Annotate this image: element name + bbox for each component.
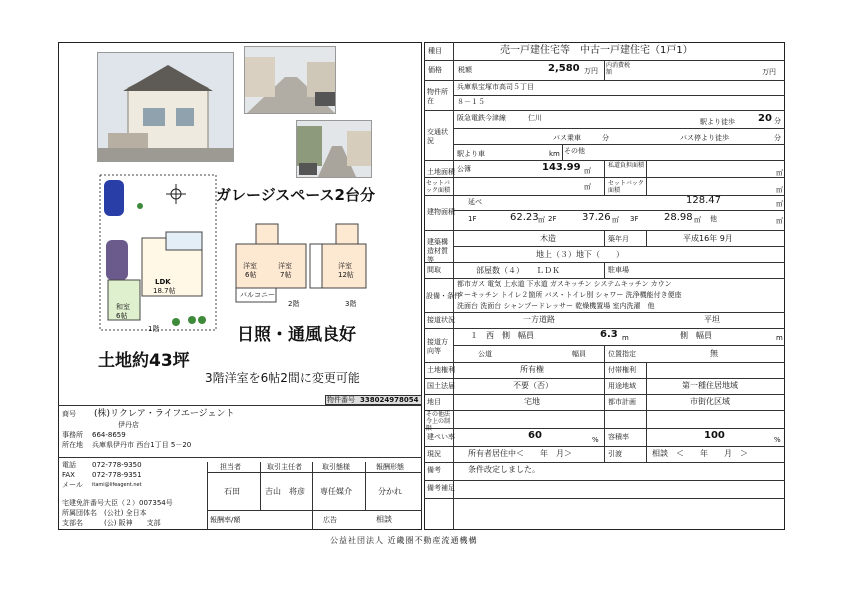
layout-value: 部屋数（４） ＬＤＫ (476, 266, 560, 275)
position-value: 無 (710, 349, 718, 358)
staff-value-4: 分かれ (378, 487, 402, 496)
transport-label: 交通状況 (427, 128, 448, 145)
land-area: 143.99 (542, 162, 581, 173)
tax-unit: 万円 (762, 68, 776, 76)
other-floor-label: 他 (710, 215, 717, 223)
bus-min-unit: 分 (602, 134, 609, 142)
headline-sun: 日照・通風良好 (237, 325, 356, 345)
license-label: 事務所 (62, 431, 83, 439)
road-dir2-unit: m (776, 334, 783, 342)
washitsu-size: 6帖 (116, 312, 128, 320)
private-road-label: 私道負担面積 (608, 162, 645, 169)
address-label: 所在地 (62, 441, 83, 449)
org-label: 所属団体名 (62, 509, 97, 517)
balcony-label: バルコニー (240, 291, 275, 299)
staff-header-4: 報酬形態 (376, 463, 404, 471)
f3-unit: ㎡ (694, 216, 701, 224)
f2-label: 2F (548, 215, 557, 223)
remarks-label: 備考 (427, 466, 441, 474)
fax-label: FAX (62, 471, 75, 479)
company-label: 商号 (62, 410, 76, 418)
location-line2: ８－１５ (457, 98, 485, 106)
footer-org: 公益社団法人 近畿圏不動産流通機構 (330, 536, 478, 545)
room2b-label: 洋室 (278, 262, 292, 270)
ldk-label: LDK (155, 278, 171, 286)
street-image-1 (245, 47, 336, 114)
private-road-unit: ㎡ (776, 169, 783, 177)
lease-label: 付帯権利 (608, 366, 636, 374)
equip-line3: 洗面台 洗面台 シャンプードレッサー 乾燥機置場 室内洗濯 他 (457, 302, 655, 310)
structure-label: 建築構造材質等 (427, 238, 448, 264)
walk-label: 駅より徒歩 (700, 118, 735, 126)
station-dist-label: 駅より車 (457, 150, 485, 158)
room2a-label: 洋室 (243, 262, 257, 270)
equip-line2: ターキッチン トイレ２箇所 バス・トイレ別 シャワー 洗浄機能付き便座 (457, 291, 682, 299)
staff-value-3: 専任媒介 (320, 487, 352, 496)
far-unit: % (774, 436, 781, 444)
public-road: 公道 (478, 350, 492, 358)
f1-label: 1F (468, 215, 477, 223)
status-label: 現況 (427, 450, 441, 458)
road-dir-label: 接道方向等 (427, 338, 448, 355)
station-name: 仁川 (528, 114, 542, 122)
price-note: 税額 (458, 66, 472, 74)
equip-label: 設備・条件 (426, 292, 461, 300)
land-area-label: 土地面積 (427, 168, 455, 176)
other-floor-unit: ㎡ (776, 217, 783, 225)
national-value: 不要（否） (513, 381, 553, 390)
staff-header-2: 取引主任者 (267, 463, 302, 471)
staff-value-2: 吉山 将彦 (265, 487, 305, 496)
bcr-unit: % (592, 436, 599, 444)
headline-reform: 3階洋室を6帖2間に変更可能 (205, 371, 360, 385)
bcr-value: 60 (528, 430, 542, 441)
handover-value: 相談 ＜ 年 月 ＞ (652, 449, 748, 458)
setback-unit: ㎡ (584, 183, 591, 191)
width-label: 幅員 (572, 350, 586, 358)
fee-label: 報酬率/額 (210, 516, 241, 524)
structure-value: 木造 (540, 234, 556, 243)
org-value: (公社) 全日本 (104, 509, 147, 517)
city-plan-label: 都市計画 (608, 398, 636, 406)
road-width-unit: m (622, 334, 629, 342)
street-photo-1 (244, 46, 336, 114)
land-area-unit: ㎡ (584, 167, 591, 175)
broker-license-label: 宅建免許番号 (62, 499, 104, 507)
tax-label: 内消費税額 (606, 62, 631, 76)
ad-label: 広告 (323, 516, 337, 524)
room3-size: 12帖 (338, 271, 354, 279)
far-label: 容積率 (608, 433, 629, 441)
road-flat: 平坦 (704, 315, 720, 324)
room2a-size: 6帖 (245, 271, 257, 279)
other-label: その他 (564, 147, 585, 155)
staff-header-3: 取引態様 (322, 463, 350, 471)
bus-stop-label: バス停より徒歩 (680, 134, 729, 142)
restrict-label: その他法令上の制限 (426, 411, 451, 432)
branch-org-label: 支部名 (62, 519, 83, 527)
city-plan-value: 市街化区域 (690, 397, 730, 406)
ad-value: 相談 (376, 515, 392, 524)
staff-value-1: 石田 (224, 487, 240, 496)
compass-icon (166, 184, 186, 204)
room2b-size: 7帖 (280, 271, 292, 279)
floors-value: 地上（３）地下（ ） (536, 250, 624, 259)
remarks-value: 条件改定しました。 (468, 465, 540, 474)
house-exterior-image (98, 53, 234, 162)
zoning-label: 用途地域 (608, 382, 636, 390)
floor2-label: 2階 (288, 300, 300, 308)
station-dist-unit: km (549, 150, 560, 158)
road-width: 6.3 (600, 329, 618, 340)
bldg-total-label: 延べ (468, 198, 482, 206)
setback-area-label: セットバック面積 (608, 180, 644, 194)
road-label: 接道状況 (427, 316, 455, 324)
f1-unit: ㎡ (538, 216, 545, 224)
bcr-label: 建ぺい率 (427, 433, 455, 441)
f1-value: 62.23 (510, 212, 539, 223)
far-value: 100 (704, 430, 725, 441)
road-dir2: 側 幅員 (680, 331, 712, 340)
company-address: 兵庫県伊丹市 西台1丁目 5－20 (92, 441, 192, 449)
land-type-label: 地目 (427, 398, 441, 406)
zoning-value: 第一種住居地域 (682, 381, 738, 390)
branch-name: 伊丹店 (118, 421, 139, 429)
bldg-area-label: 建物面積 (427, 208, 455, 216)
f3-label: 3F (630, 215, 639, 223)
built-value: 平成16年 9月 (683, 234, 733, 243)
walk-min: 20 (758, 113, 772, 124)
branch-org-value: (公) 阪神 支部 (104, 519, 161, 527)
national-label: 国土法届 (427, 382, 455, 390)
type-label: 種目 (428, 47, 442, 55)
line-name: 阪急電鉄今津線 (457, 114, 506, 122)
headline-land: 土地約43坪 (98, 351, 190, 371)
type-value: 売一戸建住宅等 中古一戸建住宅（1戸1） (500, 45, 693, 56)
price-value: 2,580 (548, 63, 580, 74)
washitsu-label: 和室 (116, 303, 130, 311)
road-value: 一方道路 (523, 315, 555, 324)
location-label: 物件所在 (427, 88, 448, 105)
f2-value: 37.26 (582, 212, 611, 223)
layout-label: 間取 (427, 266, 441, 274)
company-name: (株)リクレア・ライフエージェント (94, 409, 235, 419)
status-value: 所有者居住中＜ 年 月＞ (468, 449, 572, 458)
position-label: 位置指定 (608, 350, 636, 358)
house-exterior-photo (97, 52, 234, 162)
ldk-size: 18.7帖 (153, 287, 176, 295)
built-label: 築年月 (608, 235, 629, 243)
price-unit: 万円 (584, 67, 598, 75)
headline-garage: ガレージスペース2台分 (216, 186, 375, 204)
location-line1: 兵庫県宝塚市高司５丁目 (457, 83, 534, 91)
bldg-total-unit: ㎡ (776, 200, 783, 208)
bus-label: バス乗車 (553, 134, 581, 142)
tel-label: 電話 (62, 461, 76, 469)
setback-label: セットバック面積 (426, 180, 451, 194)
room3-label: 洋室 (338, 262, 352, 270)
car-icon-2 (106, 240, 128, 280)
handover-label: 引渡 (608, 450, 622, 458)
postcode: 664-8659 (92, 431, 126, 439)
mail-label: メール (62, 481, 83, 489)
setback-area-unit: ㎡ (776, 186, 783, 194)
tel-value: 072-778-9350 (92, 461, 142, 469)
f2-unit: ㎡ (612, 216, 619, 224)
floor3-label: 3階 (345, 300, 357, 308)
car-icon (104, 180, 124, 216)
land-right-value: 所有権 (520, 365, 544, 374)
staff-header-1: 担当者 (220, 463, 241, 471)
property-no-label: 物件番号 (327, 396, 355, 404)
land-type-value: 宅地 (524, 397, 540, 406)
walk-min-unit: 分 (774, 117, 781, 125)
land-public: 公簿 (457, 165, 471, 173)
price-label: 価格 (428, 66, 442, 74)
equip-line1: 都市ガス 電気 上水道 下水道 ガスキッチン システムキッチン カウン (457, 280, 672, 288)
property-no: 338024978054 (360, 396, 419, 404)
road-dir1: １ 西 側 幅員 (470, 331, 534, 340)
mail-value[interactable]: itami@lifeagent.net (92, 482, 142, 488)
bldg-total: 128.47 (686, 195, 721, 206)
remarks2-label: 備考補足 (427, 484, 455, 492)
floor1-label: 1階 (148, 325, 160, 333)
f3-value: 28.98 (664, 212, 693, 223)
parking-label: 駐車場 (608, 266, 629, 274)
land-right-label: 土地権利 (427, 366, 455, 374)
broker-license: 大臣（２）007354号 (104, 499, 173, 507)
bus-stop-min-unit: 分 (774, 134, 781, 142)
fax-value: 072-778-9351 (92, 471, 142, 479)
